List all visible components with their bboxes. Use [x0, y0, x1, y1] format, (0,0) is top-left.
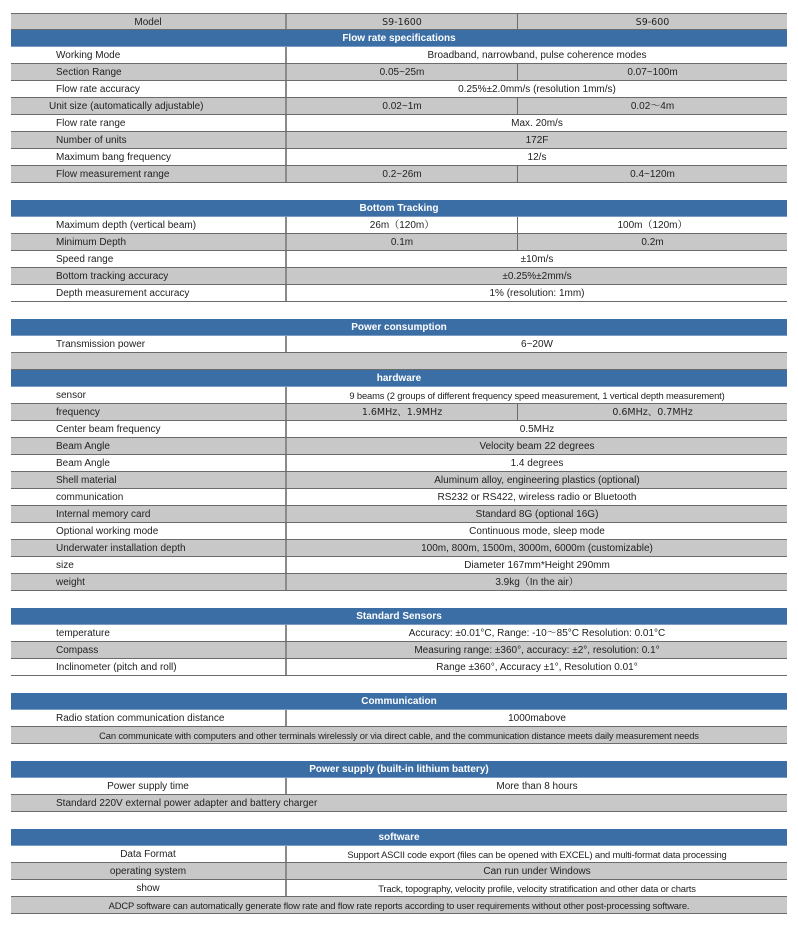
section-title: Power consumption	[351, 322, 447, 333]
spec-row	[11, 523, 787, 540]
spec-value: 172F	[525, 135, 549, 146]
section-header-power-supply	[11, 761, 787, 778]
section-title: Power supply (built-in lithium battery)	[309, 764, 489, 775]
spec-row	[11, 846, 787, 863]
spec-row	[11, 47, 787, 64]
spec-label: Radio station communication distance	[11, 710, 287, 726]
spec-label: frequency	[11, 404, 287, 420]
spec-row	[11, 251, 787, 268]
spec-value: Can run under Windows	[483, 866, 591, 877]
spec-label: Compass	[11, 642, 287, 658]
section-gap	[11, 744, 787, 761]
section-title: Bottom Tracking	[359, 203, 439, 214]
spec-label: Unit size (automatically adjustable)	[11, 98, 287, 114]
spec-value-s9-1600: 1.6MHz、1.9MHz	[287, 404, 518, 420]
model-label: Model	[11, 14, 287, 29]
spec-value: Aluminum alloy, engineering plastics (optional)	[434, 475, 640, 486]
spec-row	[11, 506, 787, 523]
spec-value: Velocity beam 22 degrees	[479, 441, 595, 452]
section-title: Standard Sensors	[356, 611, 442, 622]
spec-label: Transmission power	[11, 336, 287, 352]
section-header-power-consumption	[11, 319, 787, 336]
empty-row	[11, 353, 787, 370]
spec-row	[11, 268, 787, 285]
spec-value-s9-1600: 0.05~25m	[287, 64, 518, 80]
spec-value-s9-600: 0.6MHz、0.7MHz	[612, 407, 693, 418]
section-header-communication	[11, 693, 787, 710]
section-header-software	[11, 829, 787, 846]
spec-label: Shell material	[11, 472, 287, 488]
spec-value: Track, topography, velocity profile, velocity stratification and other data or charts	[378, 883, 696, 894]
spec-value: 100m, 800m, 1500m, 3000m, 6000m (customizable)	[421, 543, 653, 554]
section-gap	[11, 676, 787, 693]
spec-row	[11, 387, 787, 404]
spec-label: Depth measurement accuracy	[11, 285, 287, 301]
spec-label: temperature	[11, 625, 287, 641]
spec-value-s9-600: 0.07~100m	[627, 67, 678, 78]
spec-value: 3.9kg（In the air）	[495, 577, 579, 588]
spec-row	[11, 625, 787, 642]
model-s9-600: S9-600	[635, 17, 670, 28]
spec-row	[11, 438, 787, 455]
spec-value: Continuous mode, sleep mode	[469, 526, 605, 537]
software-note: ADCP software can automatically generate flow rate and flow rate reports according to user requirements without other post-processing software.	[108, 900, 690, 911]
spec-value: 0.5MHz	[519, 424, 555, 435]
note-row	[11, 795, 787, 812]
section-gap	[11, 591, 787, 608]
spec-value: Standard 8G (optional 16G)	[475, 509, 599, 520]
spec-value: More than 8 hours	[496, 781, 578, 792]
spec-row	[11, 455, 787, 472]
spec-value-s9-600: 100m（120m）	[617, 220, 688, 231]
spec-row	[11, 642, 787, 659]
spec-row	[11, 336, 787, 353]
spec-value: Max. 20m/s	[511, 118, 563, 129]
spec-value: 6~20W	[521, 339, 553, 350]
spec-row	[11, 557, 787, 574]
note-row	[11, 897, 787, 914]
spec-label: Center beam frequency	[11, 421, 287, 437]
spec-row	[11, 64, 787, 81]
spec-row	[11, 132, 787, 149]
spec-row	[11, 115, 787, 132]
spec-row	[11, 81, 787, 98]
spec-label: Number of units	[11, 132, 287, 148]
section-title: Flow rate specifications	[342, 33, 456, 44]
spec-value: ±10m/s	[520, 254, 554, 265]
spec-value: 1000mabove	[508, 713, 566, 724]
spec-value-s9-1600: 26m（120m）	[287, 217, 518, 233]
spec-value: ±0.25%±2mm/s	[502, 271, 572, 282]
spec-label: Flow rate accuracy	[11, 81, 287, 97]
spec-value-s9-600: 0.02～4m	[630, 101, 675, 112]
spec-label: Working Mode	[11, 47, 287, 63]
spec-row	[11, 540, 787, 557]
spec-label: Optional working mode	[11, 523, 287, 539]
power-supply-note: Standard 220V external power adapter and battery charger	[56, 798, 318, 809]
spec-label: Inclinometer (pitch and roll)	[11, 659, 287, 675]
spec-row	[11, 217, 787, 234]
spec-row	[11, 778, 787, 795]
spec-row	[11, 421, 787, 438]
spec-label: Flow rate range	[11, 115, 287, 131]
spec-row	[11, 472, 787, 489]
spec-label: communication	[11, 489, 287, 505]
model-header-row	[11, 13, 787, 30]
spec-value-s9-600: 0.4~120m	[630, 169, 675, 180]
spec-value-s9-1600: 0.2~26m	[287, 166, 518, 182]
spec-row	[11, 166, 787, 183]
spec-label: Section Range	[11, 64, 287, 80]
section-gap	[11, 812, 787, 829]
spec-label: Power supply time	[11, 778, 287, 794]
spec-value-s9-1600: 0.1m	[287, 234, 518, 250]
spec-label: Bottom tracking accuracy	[11, 268, 287, 284]
spec-table	[11, 13, 787, 914]
spec-value-s9-600: 0.2m	[641, 237, 664, 248]
spec-label: sensor	[11, 387, 287, 403]
spec-label: size	[11, 557, 287, 573]
spec-row	[11, 574, 787, 591]
spec-label: Beam Angle	[11, 438, 287, 454]
spec-value: Measuring range: ±360°, accuracy: ±2°, resolution: 0.1°	[414, 645, 660, 656]
spec-label: operating system	[11, 863, 287, 879]
spec-value: 0.25%±2.0mm/s (resolution 1mm/s)	[458, 84, 616, 95]
section-header-standard-sensors	[11, 608, 787, 625]
spec-label: weight	[11, 574, 287, 590]
spec-row	[11, 880, 787, 897]
spec-row	[11, 404, 787, 421]
spec-label: Data Format	[11, 846, 287, 862]
spec-value: 1.4 degrees	[510, 458, 564, 469]
section-title: Communication	[361, 696, 437, 707]
spec-value-s9-1600: 0.02~1m	[287, 98, 518, 114]
spec-value: Support ASCII code export (files can be opened with EXCEL) and multi-format data processing	[347, 849, 727, 860]
spec-value: 12/s	[527, 152, 547, 163]
communication-note: Can communicate with computers and other terminals wirelessly or via direct cable, and the communication distance meets daily measurement needs	[99, 730, 699, 741]
section-header-hardware	[11, 370, 787, 387]
section-title: software	[378, 832, 420, 843]
spec-value: Range ±360°, Accuracy ±1°, Resolution 0.01°	[436, 662, 638, 673]
spec-label: Beam Angle	[11, 455, 287, 471]
spec-value: Broadband, narrowband, pulse coherence modes	[427, 50, 647, 61]
spec-value: Diameter 167mm*Height 290mm	[464, 560, 610, 571]
spec-row	[11, 285, 787, 302]
spec-row	[11, 234, 787, 251]
spec-row	[11, 149, 787, 166]
section-gap	[11, 302, 787, 319]
spec-row	[11, 659, 787, 676]
section-title: hardware	[376, 373, 422, 384]
model-s9-1600: S9-1600	[287, 14, 518, 29]
spec-row	[11, 98, 787, 115]
spec-value: Accuracy: ±0.01°C, Range: -10～85°C Resolution: 0.01°C	[408, 628, 666, 639]
spec-row	[11, 863, 787, 880]
spec-row	[11, 710, 787, 727]
section-gap	[11, 183, 787, 200]
spec-label: Minimum Depth	[11, 234, 287, 250]
spec-row	[11, 489, 787, 506]
spec-value: 1% (resolution: 1mm)	[489, 288, 585, 299]
spec-label: Flow measurement range	[11, 166, 287, 182]
spec-label: Internal memory card	[11, 506, 287, 522]
section-header-flow	[11, 30, 787, 47]
spec-value: 9 beams (2 groups of different frequency speed measurement, 1 vertical depth measurement)	[349, 390, 725, 401]
spec-value: RS232 or RS422, wireless radio or Bluetooth	[437, 492, 637, 503]
spec-label: Speed range	[11, 251, 287, 267]
spec-label: Underwater installation depth	[11, 540, 287, 556]
spec-label: Maximum bang frequency	[11, 149, 287, 165]
spec-label: show	[11, 880, 287, 896]
section-header-bottom-tracking	[11, 200, 787, 217]
note-row	[11, 727, 787, 744]
spec-label: Maximum depth (vertical beam)	[11, 217, 287, 233]
